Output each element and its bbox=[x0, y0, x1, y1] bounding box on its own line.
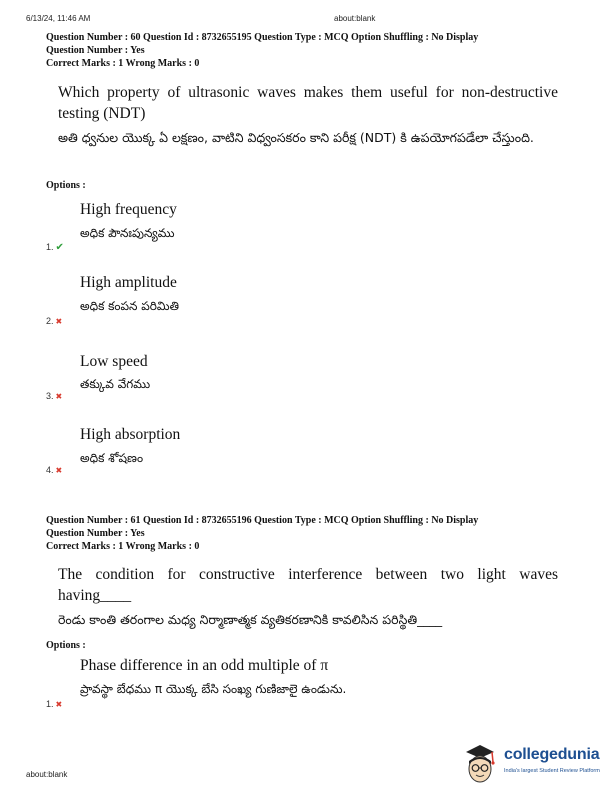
wrong-cross-icon: ✖ bbox=[55, 466, 63, 475]
print-page-title: about:blank bbox=[334, 14, 376, 23]
option-3-en: Low speed bbox=[80, 353, 148, 370]
option-2-te: అధిక కంపన పరిమితి bbox=[80, 299, 179, 313]
question-60-meta bbox=[46, 31, 478, 70]
print-footer-url: about:blank bbox=[26, 770, 68, 779]
correct-check-icon: ✔ bbox=[55, 242, 64, 253]
logo-wordmark: collegedunia bbox=[504, 746, 600, 763]
question-61-text-te: రెండు కాంతి తరంగాల మధ్య నిర్మాణాత్మక వ్యతికరణానికి కావలిసిన పరిస్థితి____ bbox=[58, 612, 443, 627]
option-number-text: 2. bbox=[46, 316, 54, 326]
logo-tagline: India's largest Student Review Platform bbox=[504, 768, 600, 774]
question-meta-line: Question Number : Yes bbox=[46, 45, 145, 56]
question-60-text-en: Which property of ultrasonic waves makes them useful for non-destructive testing (NDT) bbox=[58, 84, 558, 122]
question-meta-line: Question Number : 60 Question Id : 8732655195 Question Type : MCQ Option Shuffling : No Display bbox=[46, 32, 479, 43]
wrong-cross-icon: ✖ bbox=[55, 392, 63, 401]
option-4-en: High absorption bbox=[80, 426, 181, 443]
print-date: 6/13/24, 11:46 AM bbox=[26, 14, 91, 23]
q61-option-1-te: ప్రావస్థా బేధము π యొక్క బేసి సంఖ్య గుణిజాలై ఉండును. bbox=[80, 682, 347, 696]
option-4-te: అధిక శోషణం bbox=[80, 451, 144, 465]
wrong-cross-icon: ✖ bbox=[55, 317, 63, 326]
options-heading: Options : bbox=[46, 180, 86, 191]
option-number-text: 4. bbox=[46, 465, 54, 475]
wrong-cross-icon: ✖ bbox=[55, 700, 63, 709]
option-number-text: 1. bbox=[46, 699, 54, 709]
option-4-number bbox=[46, 465, 62, 475]
question-meta-line: Question Number : Yes bbox=[46, 528, 145, 539]
question-meta-line: Question Number : 61 Question Id : 8732655196 Question Type : MCQ Option Shuffling : No Display bbox=[46, 515, 479, 526]
q61-option-1-en: Phase difference in an odd multiple of π bbox=[80, 657, 329, 674]
option-2-en: High amplitude bbox=[80, 274, 177, 291]
option-1-te: అధిక పౌనఃపున్యము bbox=[80, 226, 175, 240]
collegedunia-logo bbox=[460, 742, 608, 788]
question-61-meta bbox=[46, 514, 478, 553]
question-marks: Correct Marks : 1 Wrong Marks : 0 bbox=[46, 58, 200, 69]
options-heading: Options : bbox=[46, 640, 86, 651]
student-mascot-icon bbox=[460, 742, 500, 786]
question-60-text-te: అతి ధ్వనుల యొక్క ఏ లక్షణం, వాటిని విధ్వంసకరం కాని పరీక్ష (NDT) కి ఉపయోగపడేలా చేస్తుంది. bbox=[58, 130, 534, 145]
question-61-text-en: The condition for constructive interference between two light waves having____ bbox=[58, 566, 558, 604]
option-3-number bbox=[46, 391, 62, 401]
option-2-number bbox=[46, 316, 62, 326]
question-marks: Correct Marks : 1 Wrong Marks : 0 bbox=[46, 541, 200, 552]
option-1-en: High frequency bbox=[80, 201, 177, 218]
option-number-text: 1. bbox=[46, 242, 54, 252]
option-1-number bbox=[46, 242, 64, 253]
q61-option-1-number bbox=[46, 699, 62, 709]
option-3-te: తక్కువ వేగము bbox=[80, 377, 151, 391]
option-number-text: 3. bbox=[46, 391, 54, 401]
